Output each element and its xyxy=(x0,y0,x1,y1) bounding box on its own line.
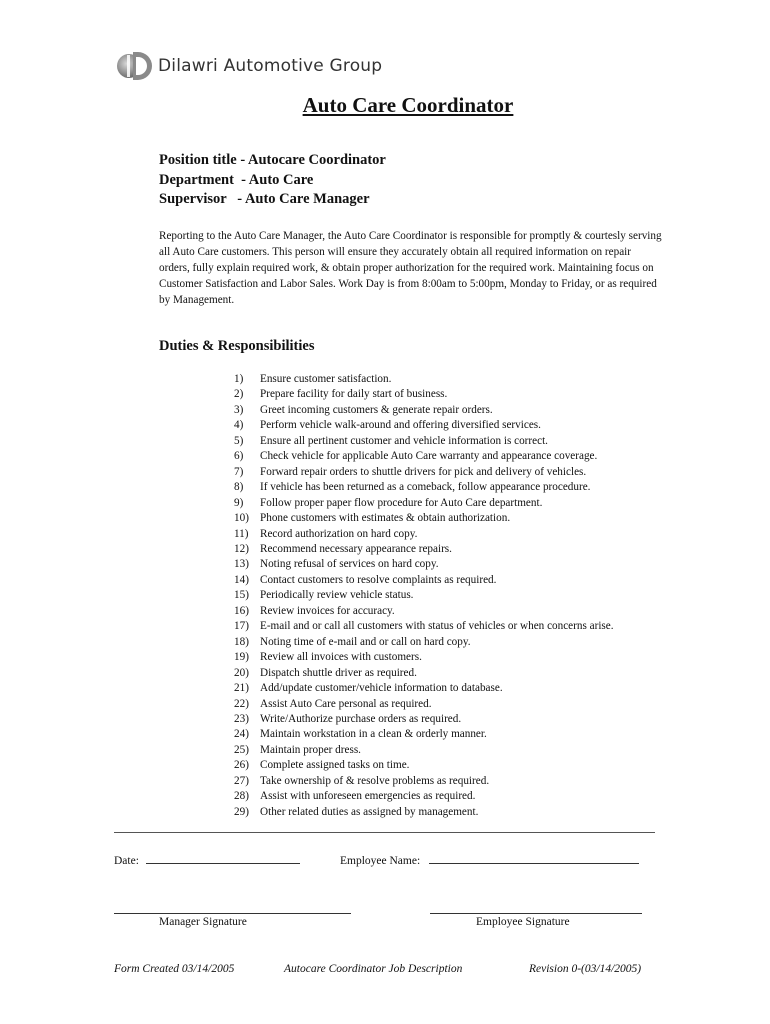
duty-item xyxy=(234,527,614,542)
duty-text: Greet incoming customers & generate repair orders. xyxy=(260,403,493,416)
duty-number: 29) xyxy=(234,805,249,818)
duty-item xyxy=(234,511,614,526)
duty-number: 16) xyxy=(234,604,249,617)
duty-text: If vehicle has been returned as a comeback, follow appearance procedure. xyxy=(260,481,591,494)
footer-description: Autocare Coordinator Job Description xyxy=(284,963,463,975)
position-info xyxy=(159,151,386,210)
duty-number: 13) xyxy=(234,558,249,571)
document-title: Auto Care Coordinator xyxy=(302,93,514,117)
duty-text: Review all invoices with customers. xyxy=(260,651,422,664)
manager-signature-line[interactable] xyxy=(114,913,351,914)
duty-item xyxy=(234,712,614,727)
duty-item xyxy=(234,666,614,681)
duty-text: Add/update customer/vehicle information to database. xyxy=(260,682,503,695)
duty-number: 14) xyxy=(234,573,249,586)
duty-number: 8) xyxy=(234,481,244,494)
duty-item xyxy=(234,743,614,758)
duty-text: Perform vehicle walk-around and offering diversified services. xyxy=(260,419,541,432)
duty-number: 3) xyxy=(234,403,244,416)
duty-text: Maintain workstation in a clean & orderly manner. xyxy=(260,728,487,741)
duty-item xyxy=(234,697,614,712)
duty-item xyxy=(234,758,614,773)
duty-number: 25) xyxy=(234,743,249,756)
company-logo xyxy=(116,48,382,84)
duty-text: Assist Auto Care personal as required. xyxy=(260,697,432,710)
duty-item xyxy=(234,418,614,433)
duty-number: 26) xyxy=(234,759,249,772)
duty-text: Review invoices for accuracy. xyxy=(260,604,395,617)
duty-item xyxy=(234,805,614,820)
duty-number: 24) xyxy=(234,728,249,741)
duty-number: 6) xyxy=(234,450,244,463)
duty-item xyxy=(234,387,614,402)
duty-number: 21) xyxy=(234,682,249,695)
duty-number: 10) xyxy=(234,512,249,525)
duty-number: 22) xyxy=(234,697,249,710)
position-title: Position title - Autocare Coordinator xyxy=(159,152,386,168)
duty-item xyxy=(234,573,614,588)
duty-text: E-mail and or call all customers with status of vehicles or when concerns arise. xyxy=(260,620,614,633)
duty-item xyxy=(234,542,614,557)
employee-name-field xyxy=(340,852,639,867)
employee-name-label: Employee Name: xyxy=(340,855,421,867)
duty-item xyxy=(234,789,614,804)
duty-text: Maintain proper dress. xyxy=(260,743,361,756)
duty-number: 23) xyxy=(234,712,249,725)
duty-number: 11) xyxy=(234,527,249,540)
department: Department - Auto Care xyxy=(159,171,314,188)
duty-item xyxy=(234,681,614,696)
duty-item xyxy=(234,727,614,742)
duty-text: Noting time of e-mail and or call on hard copy. xyxy=(260,635,471,648)
duty-text: Prepare facility for daily start of business. xyxy=(260,388,448,401)
duty-item xyxy=(234,465,614,480)
duty-item xyxy=(234,403,614,418)
duty-number: 28) xyxy=(234,790,249,803)
duty-text: Contact customers to resolve complaints as required. xyxy=(260,573,497,586)
manager-signature-label: Manager Signature xyxy=(159,916,247,928)
duty-number: 20) xyxy=(234,666,249,679)
date-field xyxy=(114,852,300,867)
footer-revision: Revision 0-(03/14/2005) xyxy=(529,963,642,975)
duty-text: Check vehicle for applicable Auto Care warranty and appearance coverage. xyxy=(260,450,598,463)
duty-text: Forward repair orders to shuttle drivers for pick and delivery of vehicles. xyxy=(260,465,587,478)
duty-item xyxy=(234,480,614,495)
duty-number: 5) xyxy=(234,434,244,447)
employee-signature-label: Employee Signature xyxy=(476,916,570,928)
duty-text: Recommend necessary appearance repairs. xyxy=(260,542,452,555)
duty-text: Periodically review vehicle status. xyxy=(260,589,414,602)
duty-text: Ensure all pertinent customer and vehicle information is correct. xyxy=(260,434,548,447)
duty-number: 15) xyxy=(234,589,249,602)
duty-item xyxy=(234,650,614,665)
employee-name-blank[interactable] xyxy=(429,852,639,864)
duty-item xyxy=(234,619,614,634)
duty-item xyxy=(234,604,614,619)
duty-number: 19) xyxy=(234,651,249,664)
duties-list xyxy=(234,372,614,820)
duty-number: 7) xyxy=(234,465,244,478)
duty-item xyxy=(234,496,614,511)
duty-item xyxy=(234,635,614,650)
duty-number: 2) xyxy=(234,388,244,401)
job-summary: Reporting to the Auto Care Manager, the Auto Care Coordinator is responsible for promptly & courtesly serving all Auto Care customers. This person will ensure they accurately obtain all required information on repair orders, fully explain required work, & obtain proper authorization for the required work. Maintaining focus on Customer Satisfaction and Labor Sales. Work Day is from 8:00am to 5:00pm, Monday to Friday, or as required by Management. xyxy=(159,230,662,306)
duty-text: Dispatch shuttle driver as required. xyxy=(260,666,417,679)
duty-number: 9) xyxy=(234,496,244,509)
supervisor: Supervisor - Auto Care Manager xyxy=(159,191,370,207)
employee-signature-line[interactable] xyxy=(430,913,642,914)
duty-text: Ensure customer satisfaction. xyxy=(260,373,392,385)
duty-number: 17) xyxy=(234,620,249,633)
duty-number: 27) xyxy=(234,774,249,787)
duty-item xyxy=(234,557,614,572)
duty-text: Complete assigned tasks on time. xyxy=(260,759,410,772)
dilawri-logo-icon xyxy=(116,48,152,84)
duty-item xyxy=(234,434,614,449)
duty-number: 4) xyxy=(234,419,244,432)
duty-text: Write/Authorize purchase orders as required. xyxy=(260,712,462,725)
duty-number: 18) xyxy=(234,635,249,648)
date-blank[interactable] xyxy=(146,852,300,864)
duty-text: Take ownership of & resolve problems as required. xyxy=(260,774,490,787)
duty-text: Record authorization on hard copy. xyxy=(260,527,418,540)
divider xyxy=(114,832,655,833)
duty-text: Assist with unforeseen emergencies as required. xyxy=(260,790,476,803)
duty-text: Other related duties as assigned by management. xyxy=(260,805,479,818)
duty-text: Phone customers with estimates & obtain authorization. xyxy=(260,512,511,525)
company-name: Dilawri Automotive Group xyxy=(158,56,383,76)
footer-created: Form Created 03/14/2005 xyxy=(114,963,235,975)
duty-item xyxy=(234,588,614,603)
duty-item xyxy=(234,774,614,789)
duty-text: Noting refusal of services on hard copy. xyxy=(260,558,439,571)
date-label: Date: xyxy=(114,855,139,867)
duty-item xyxy=(234,449,614,464)
duty-item xyxy=(234,372,614,387)
duty-number: 12) xyxy=(234,542,249,555)
duties-heading: Duties & Responsibilities xyxy=(159,338,315,354)
duty-number: 1) xyxy=(234,373,244,385)
duty-text: Follow proper paper flow procedure for Auto Care department. xyxy=(260,496,543,509)
